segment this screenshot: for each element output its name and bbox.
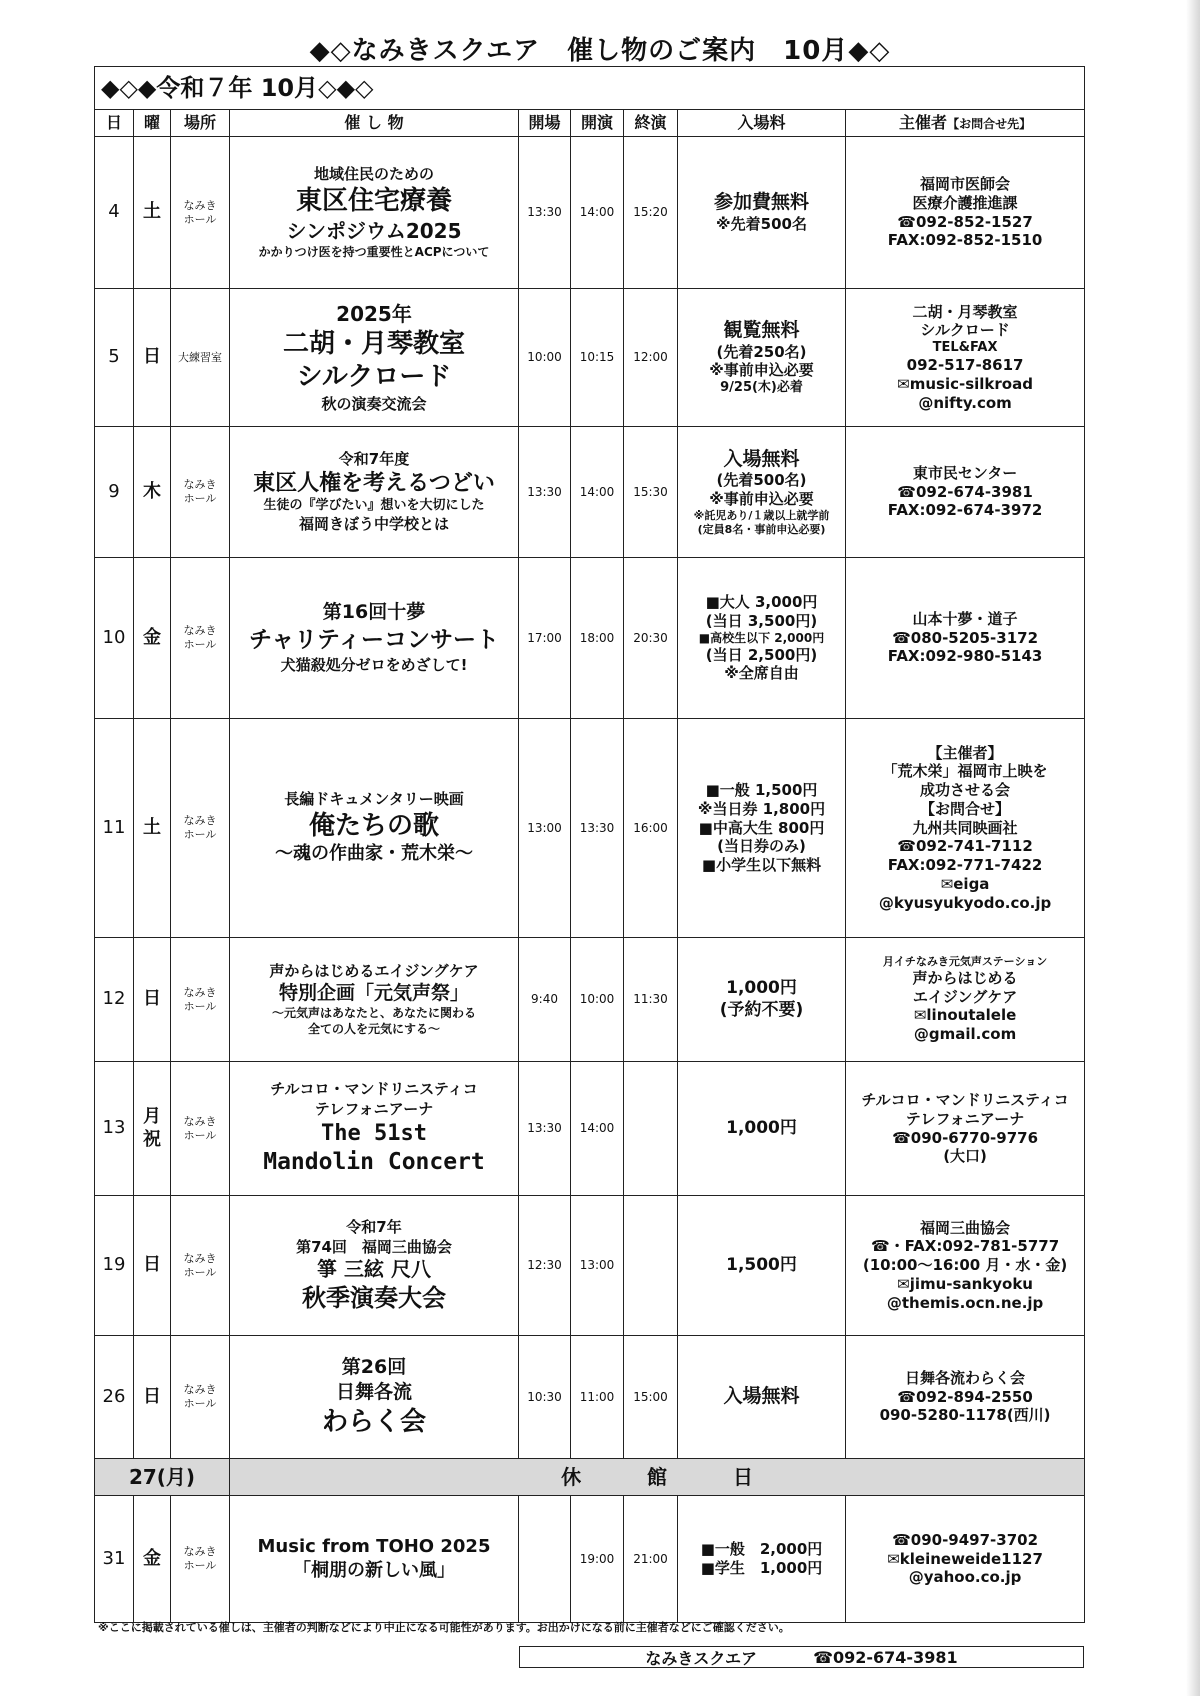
event-organizer — [846, 938, 1085, 1062]
organizer-line: @kyusyukyodo.co.jp — [878, 893, 1052, 912]
organizer-line: 二胡・月琴教室 — [912, 302, 1018, 321]
fee-line: 1,000円 — [726, 978, 797, 999]
place-line: ホール — [183, 1128, 217, 1142]
event-organizer — [846, 558, 1085, 719]
organizer-line: ☎090-9497-3702 — [892, 1530, 1039, 1549]
fee-line: (定員8名・事前申込必要) — [697, 522, 826, 536]
venue-name: なみきスクエア — [645, 1648, 758, 1668]
event-title-line: 俺たちの歌 — [308, 810, 439, 841]
organizer-line: (大口) — [943, 1147, 987, 1166]
event-title — [230, 1196, 519, 1336]
event-fee — [678, 1496, 846, 1623]
place-line: なみき — [183, 478, 217, 492]
event-open-time — [519, 1496, 571, 1623]
event-organizer — [846, 1496, 1085, 1623]
fee-line: ■一般 1,500円 — [705, 781, 818, 800]
fee-line: ■中高大生 800円 — [698, 818, 825, 837]
event-place — [171, 1336, 230, 1459]
organizer-line: 092-517-8617 — [906, 356, 1024, 375]
event-fee — [678, 1336, 846, 1459]
event-open-time: 10:00 — [519, 289, 571, 427]
organizer-line: FAX:092-771-7422 — [887, 856, 1043, 875]
place-line: なみき — [183, 198, 217, 212]
event-open-time: 13:30 — [519, 137, 571, 289]
event-title-line: 秋の演奏交流会 — [321, 394, 427, 413]
organizer-line: 「荒木栄」福岡市上映を — [882, 762, 1048, 781]
event-title-line: わらく会 — [321, 1406, 426, 1437]
organizer-line: 福岡市医師会 — [920, 175, 1011, 193]
event-end-time — [624, 1062, 678, 1196]
event-place — [171, 558, 230, 719]
event-title-line: 第26回 — [341, 1356, 407, 1378]
organizer-line: 東市民センター — [912, 463, 1018, 482]
event-title-line: チルコロ・マンドリニスティコ — [270, 1080, 478, 1099]
place-line: なみき — [183, 814, 217, 828]
event-title-line: チャリティーコンサート — [248, 627, 499, 654]
place-line: ホール — [183, 492, 217, 505]
organizer-line: 日舞各流わらく会 — [905, 1368, 1026, 1387]
table-row — [95, 427, 1085, 558]
organizer-line: チルコロ・マンドリニスティコ — [861, 1091, 1069, 1109]
organizer-line: @yahoo.co.jp — [908, 1568, 1022, 1587]
event-start-time: 18:00 — [571, 558, 624, 719]
event-day: 9 — [95, 427, 134, 558]
fee-line: ※託児あり/１歳以上就学前 — [693, 508, 830, 522]
event-title-line: 地域住民のための — [313, 165, 434, 184]
organizer-line: ☎092-852-1527 — [897, 212, 1033, 231]
closed-day-date: 27(月) — [95, 1459, 230, 1496]
event-title — [230, 938, 519, 1062]
event-fee — [678, 938, 846, 1062]
event-title — [230, 1336, 519, 1459]
event-open-time: 10:30 — [519, 1336, 571, 1459]
event-weekday: 土 — [134, 137, 171, 289]
organizer-line: ✉eiga — [940, 874, 990, 893]
fee-line: ■一般 2,000円 — [700, 1540, 823, 1559]
event-end-time: 20:30 — [624, 558, 678, 719]
event-title-line: 二胡・月琴教室 — [282, 328, 465, 359]
organizer-line: 月イチなみき元気声ステーション — [882, 955, 1048, 969]
place-line: ホール — [183, 1397, 217, 1410]
organizer-line: TEL&FAX — [932, 340, 998, 355]
event-weekday: 日 — [134, 1336, 171, 1459]
col-event: 催 し 物 — [230, 110, 519, 137]
fee-line: (当日 2,500円) — [705, 645, 818, 664]
organizer-line: 声からはじめる — [912, 968, 1018, 987]
event-title — [230, 1062, 519, 1196]
organizer-line: ✉jimu-sankyoku — [897, 1274, 1033, 1293]
event-title-line: 令和7年 — [346, 1217, 402, 1236]
event-weekday: 金 — [134, 558, 171, 719]
event-start-time: 10:00 — [571, 938, 624, 1062]
event-day: 26 — [95, 1336, 134, 1459]
event-fee — [678, 1062, 846, 1196]
event-day: 5 — [95, 289, 134, 427]
fee-line: 入場無料 — [723, 447, 800, 470]
organizer-line: 福岡三曲協会 — [920, 1218, 1011, 1237]
organizer-line: ✉kleineweide1127 — [887, 1549, 1043, 1568]
fee-line: 入場無料 — [723, 1385, 800, 1408]
event-title-line: シンポジウム2025 — [286, 218, 462, 243]
organizer-line: ☎090-6770-9776 — [892, 1128, 1039, 1147]
event-fee — [678, 1196, 846, 1336]
organizer-line: @themis.ocn.ne.jp — [886, 1293, 1044, 1312]
organizer-line: ☎080-5205-3172 — [892, 628, 1039, 647]
event-place — [171, 1062, 230, 1196]
event-open-time: 13:30 — [519, 1062, 571, 1196]
organizer-line: FAX:092-674-3972 — [887, 501, 1043, 520]
table-row — [95, 1062, 1085, 1196]
fee-line: 1,000円 — [726, 1117, 797, 1138]
event-end-time: 15:20 — [624, 137, 678, 289]
place-line: 大練習室 — [178, 350, 222, 364]
event-title-line: 東区人権を考えるつどい — [253, 470, 495, 496]
event-title-line: シルクロード — [296, 362, 452, 393]
event-day: 4 — [95, 137, 134, 289]
scan-edge-shadow — [1186, 0, 1200, 1696]
event-title-line: 犬猫殺処分ゼロをめざして! — [280, 655, 468, 674]
organizer-line: ✉linoutalele — [913, 1006, 1017, 1025]
fee-line: (予約不要) — [719, 999, 804, 1020]
place-line: ホール — [183, 212, 217, 226]
weekday-line: 祝 — [143, 1128, 161, 1150]
place-line: ホール — [183, 999, 217, 1013]
closed-day-label: 休館日 — [230, 1459, 1085, 1496]
table-row — [95, 1496, 1085, 1623]
event-title-line: テレフォニアーナ — [314, 1099, 434, 1118]
event-title-line: 東区住宅療養 — [295, 186, 452, 217]
event-title-line: 長編ドキュメンタリー映画 — [284, 790, 464, 809]
organizer-line: テレフォニアーナ — [905, 1109, 1025, 1128]
event-fee — [678, 427, 846, 558]
event-title-line: ～魂の作曲家・荒木栄～ — [275, 843, 473, 865]
event-title-line: 秋季演奏大会 — [302, 1284, 446, 1313]
weekday-line: 月 — [143, 1106, 161, 1127]
event-start-time: 14:00 — [571, 1062, 624, 1196]
event-start-time: 14:00 — [571, 137, 624, 289]
table-row — [95, 938, 1085, 1062]
place-line: ホール — [183, 1559, 217, 1572]
event-end-time — [624, 1196, 678, 1336]
col-open: 開場 — [519, 110, 571, 137]
event-title-line: Music from TOHO 2025 — [257, 1536, 491, 1557]
event-title-line: 第16回十夢 — [322, 601, 426, 624]
organizer-line: (10:00～16:00 月・水・金) — [862, 1256, 1068, 1275]
fee-line: (先着500名) — [716, 471, 807, 490]
organizer-line: FAX:092-980-5143 — [887, 647, 1043, 666]
event-weekday: 土 — [134, 719, 171, 938]
event-title-line: 箏 三絃 尺八 — [317, 1257, 431, 1282]
event-title-line: 生徒の『学びたい』想いを大切にした — [263, 498, 485, 514]
col-end: 終演 — [624, 110, 678, 137]
fee-line: ■小学生以下無料 — [701, 856, 822, 875]
col-start: 開演 — [571, 110, 624, 137]
organizer-line: ☎092-741-7112 — [897, 837, 1033, 856]
fee-line: ■学生 1,000円 — [700, 1559, 823, 1577]
event-place — [171, 1496, 230, 1623]
fee-line: 参加費無料 — [713, 191, 809, 214]
event-title-line: Mandolin Concert — [263, 1149, 485, 1176]
place-line: なみき — [183, 1383, 217, 1397]
col-organizer-label: 主催者 — [899, 113, 948, 132]
organizer-line: FAX:092-852-1510 — [887, 231, 1043, 250]
col-weekday: 曜 — [134, 110, 171, 137]
fee-line: (当日券のみ) — [717, 837, 806, 856]
fee-line: 観覧無料 — [723, 318, 800, 341]
event-title-line: 令和7年度 — [338, 449, 410, 468]
event-organizer — [846, 1336, 1085, 1459]
event-fee — [678, 719, 846, 938]
event-title-line: ～元気声はあなたと、あなたに関わる — [271, 1006, 476, 1021]
event-title-line: かかりつけ医を持つ重要性とACPについて — [258, 244, 490, 259]
event-open-time: 13:30 — [519, 427, 571, 558]
col-organizer-note: 【お問合せ先】 — [947, 117, 1032, 131]
disclaimer-note: ※ここに掲載されている催しは、主催者の判断などにより中止になる可能性があります。お出かけになる前に主催者などにご確認ください。 — [98, 1621, 790, 1634]
place-line: ホール — [183, 828, 217, 841]
organizer-line: @nifty.com — [918, 393, 1012, 412]
organizer-line: ☎092-894-2550 — [897, 1387, 1033, 1406]
page-title: ◆◇なみきスクエア 催し物のご案内 10月◆◇ — [309, 36, 891, 66]
event-title-line: 全ての人を元気にする～ — [307, 1022, 440, 1037]
event-end-time: 15:30 — [624, 427, 678, 558]
event-weekday: 金 — [134, 1496, 171, 1623]
place-line: ホール — [183, 1265, 217, 1279]
event-fee — [678, 289, 846, 427]
event-weekday: 日 — [134, 1196, 171, 1336]
month-header: ◆◇◆令和７年 10月◇◆◇ — [95, 67, 1085, 110]
column-header-row — [95, 110, 1085, 137]
event-organizer — [846, 289, 1085, 427]
event-title-line: 日舞各流 — [335, 1380, 412, 1403]
table-row — [95, 558, 1085, 719]
event-end-time: 16:00 — [624, 719, 678, 938]
event-place — [171, 938, 230, 1062]
event-weekday — [134, 1062, 171, 1196]
event-day: 11 — [95, 719, 134, 938]
fee-line: ■高校生以下 2,000円 — [698, 630, 825, 645]
organizer-line: @gmail.com — [913, 1025, 1017, 1044]
event-title-line: 福岡きぼう中学校とは — [298, 515, 449, 534]
event-end-time: 21:00 — [624, 1496, 678, 1623]
table-row — [95, 289, 1085, 427]
event-title-line: The 51st — [321, 1120, 427, 1146]
event-day: 10 — [95, 558, 134, 719]
event-title — [230, 558, 519, 719]
fee-line: ※事前申込必要 — [709, 490, 814, 509]
event-title-line: 特別企画「元気声祭」 — [278, 981, 469, 1004]
event-open-time: 17:00 — [519, 558, 571, 719]
event-title-line: 声からはじめるエイジングケア — [269, 961, 479, 980]
organizer-line: 【主催者】 — [927, 743, 1003, 762]
organizer-line: 九州共同映画社 — [912, 818, 1018, 837]
organizer-line: 【お問合せ】 — [920, 799, 1011, 818]
event-start-time: 13:30 — [571, 719, 624, 938]
place-line: なみき — [183, 1545, 217, 1559]
event-weekday: 日 — [134, 289, 171, 427]
organizer-line: シルクロード — [920, 321, 1010, 340]
event-title — [230, 1496, 519, 1623]
place-line: なみき — [183, 985, 217, 999]
col-day: 日 — [95, 110, 134, 137]
fee-line: (先着250名) — [716, 342, 807, 361]
organizer-line: 医療介護推進課 — [912, 193, 1018, 212]
table-row — [95, 137, 1085, 289]
organizer-line: ☎・FAX:092-781-5777 — [870, 1237, 1060, 1256]
event-schedule-table — [94, 66, 1085, 1623]
table-row — [95, 719, 1085, 938]
organizer-line: 090-5280-1178(西川) — [879, 1406, 1051, 1425]
event-start-time: 10:15 — [571, 289, 624, 427]
event-title-line: 2025年 — [336, 301, 412, 326]
event-title — [230, 427, 519, 558]
event-place — [171, 719, 230, 938]
event-title-line: 第74回 福岡三曲協会 — [296, 1237, 452, 1256]
event-open-time: 12:30 — [519, 1196, 571, 1336]
month-header-row — [95, 67, 1085, 110]
event-organizer — [846, 719, 1085, 938]
place-line: なみき — [183, 1251, 217, 1265]
fee-line: (当日 3,500円) — [705, 611, 818, 630]
fee-line: 1,500円 — [726, 1254, 797, 1275]
place-line: なみき — [183, 624, 217, 638]
organizer-line: 山本十夢・道子 — [912, 609, 1018, 628]
table-row — [95, 1196, 1085, 1336]
event-end-time: 12:00 — [624, 289, 678, 427]
place-line: ホール — [183, 638, 217, 651]
event-organizer — [846, 427, 1085, 558]
event-start-time: 19:00 — [571, 1496, 624, 1623]
place-line: なみき — [183, 1114, 217, 1128]
organizer-line: ✉music-silkroad — [897, 375, 1033, 393]
event-title — [230, 137, 519, 289]
closed-day-row — [95, 1459, 1085, 1496]
fee-line: ■大人 3,000円 — [705, 593, 818, 611]
event-day: 31 — [95, 1496, 134, 1623]
fee-line: ※先着500名 — [716, 215, 807, 233]
event-weekday: 木 — [134, 427, 171, 558]
event-weekday: 日 — [134, 938, 171, 1062]
event-place — [171, 137, 230, 289]
event-open-time: 9:40 — [519, 938, 571, 1062]
event-end-time: 11:30 — [624, 938, 678, 1062]
col-organizer — [846, 110, 1085, 137]
event-organizer — [846, 1062, 1085, 1196]
fee-line: ※全席自由 — [724, 664, 799, 683]
fee-line: ※事前申込必要 — [709, 361, 814, 380]
col-place: 場所 — [171, 110, 230, 137]
event-day: 12 — [95, 938, 134, 1062]
col-fee: 入場料 — [678, 110, 846, 137]
event-fee — [678, 137, 846, 289]
event-open-time: 13:00 — [519, 719, 571, 938]
organizer-line: ☎092-674-3981 — [897, 482, 1033, 501]
event-organizer — [846, 137, 1085, 289]
event-place — [171, 427, 230, 558]
event-day: 13 — [95, 1062, 134, 1196]
event-fee — [678, 558, 846, 719]
event-title — [230, 289, 519, 427]
venue-contact-box — [519, 1646, 1084, 1668]
event-end-time: 15:00 — [624, 1336, 678, 1459]
event-place — [171, 289, 230, 427]
fee-line: ※当日券 1,800円 — [697, 799, 826, 818]
event-day: 19 — [95, 1196, 134, 1336]
table-row — [95, 1336, 1085, 1459]
fee-line: 9/25(木)必着 — [720, 380, 803, 395]
venue-phone: ☎092-674-3981 — [813, 1647, 958, 1667]
event-title-line: 「桐朋の新しい風」 — [293, 1559, 455, 1581]
event-organizer — [846, 1196, 1085, 1336]
event-start-time: 13:00 — [571, 1196, 624, 1336]
event-title — [230, 719, 519, 938]
event-start-time: 11:00 — [571, 1336, 624, 1459]
event-place — [171, 1196, 230, 1336]
event-start-time: 14:00 — [571, 427, 624, 558]
organizer-line: 成功させる会 — [920, 781, 1011, 800]
organizer-line: エイジングケア — [912, 987, 1018, 1006]
